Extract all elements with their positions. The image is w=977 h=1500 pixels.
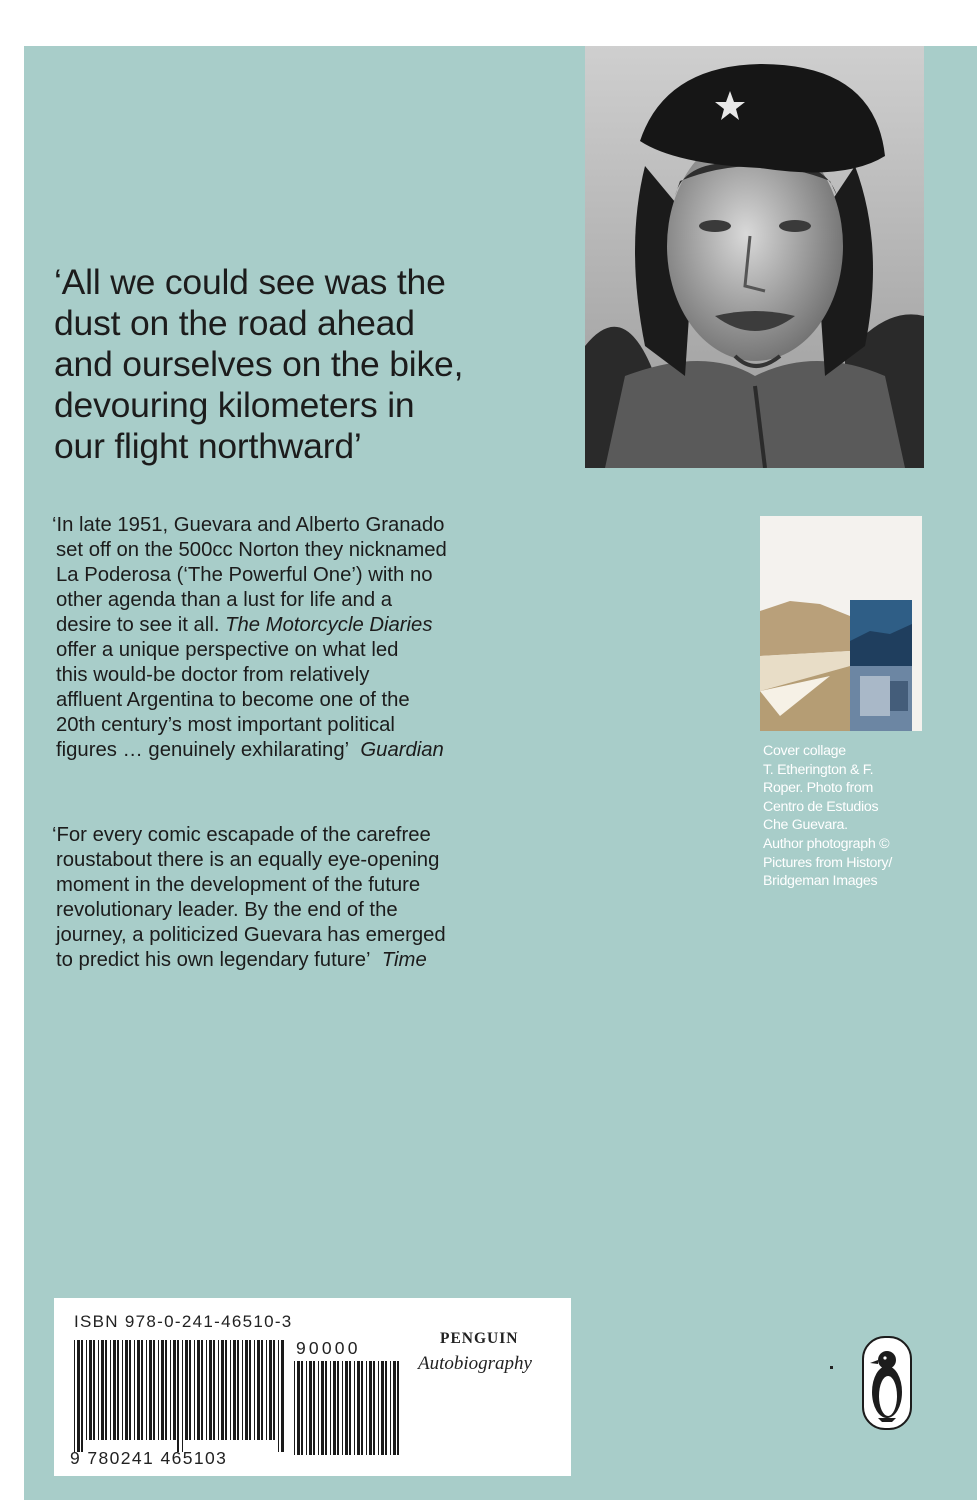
pull-quote-line: our flight northward’ [54, 426, 362, 466]
barcode-bar [201, 1340, 203, 1440]
author-photo [585, 46, 924, 468]
review-line-text: desire to see it all. [56, 614, 226, 636]
barcode-bar [278, 1340, 279, 1452]
credit-line: Bridgeman Images [763, 873, 878, 890]
barcode-bar [242, 1340, 243, 1440]
barcode-bar [321, 1361, 324, 1455]
barcode-bar [230, 1340, 231, 1440]
barcode-bar [269, 1340, 272, 1440]
barcode-bar [153, 1340, 155, 1440]
barcode-bar [77, 1340, 80, 1452]
barcode-bar [146, 1340, 147, 1440]
barcode-bar [361, 1361, 363, 1455]
barcode-bar [261, 1340, 263, 1440]
barcode-bar [381, 1361, 384, 1455]
barcode-digits: 9 780241 465103 [70, 1448, 228, 1468]
barcode-bar [89, 1340, 92, 1440]
barcode-bar [249, 1340, 251, 1440]
barcode-bar [257, 1340, 260, 1440]
barcode-bar [306, 1361, 307, 1455]
barcode-bar [281, 1340, 284, 1452]
barcode-bar [301, 1361, 303, 1455]
barcode-bar [378, 1361, 379, 1455]
review-line: other agenda than a lust for life and a [56, 589, 393, 611]
review-line: journey, a politicized Guevara has emerged [56, 924, 446, 946]
barcode-bar [318, 1361, 319, 1455]
review-source: Time [381, 949, 427, 971]
review-line: this would-be doctor from relatively [56, 664, 370, 686]
barcode-bar [189, 1340, 191, 1440]
pull-quote-line: dust on the road ahead [54, 303, 415, 343]
review-source: Guardian [360, 739, 444, 761]
review-line [52, 613, 592, 638]
barcode-bar [161, 1340, 164, 1440]
barcode-bar [357, 1361, 360, 1455]
review-line: offer a unique perspective on what led [56, 639, 399, 661]
barcode-bar [209, 1340, 212, 1440]
pull-quote-line: and ourselves on the bike, [54, 344, 464, 384]
barcode-bar [221, 1340, 224, 1440]
barcode-bar [158, 1340, 159, 1440]
barcode-bar [81, 1340, 83, 1452]
review-line: roustabout there is an equally eye-opening [56, 849, 440, 871]
pull-quote-line: ‘All we could see was the [54, 262, 446, 302]
price-code: 90000 [296, 1338, 361, 1358]
isbn-text: ISBN 978-0-241-46510-3 [74, 1312, 293, 1331]
addon-barcode-icon [294, 1361, 402, 1467]
barcode-bar [101, 1340, 104, 1440]
barcode-bar [149, 1340, 152, 1440]
credit-line: T. Etherington & F. [763, 761, 874, 778]
review-line [52, 738, 592, 763]
cover-collage-thumbnail [760, 516, 922, 731]
review-line: revolutionary leader. By the end of the [56, 899, 398, 921]
review-line: ‘In late 1951, Guevara and Alberto Granado [52, 514, 445, 536]
barcode-bar [117, 1340, 119, 1440]
barcode-bar [342, 1361, 343, 1455]
small-dot [830, 1366, 833, 1369]
barcode-bar [397, 1361, 399, 1455]
barcode-bar [309, 1361, 312, 1455]
credit-line: Author photograph © [763, 835, 890, 852]
barcode-bar [98, 1340, 99, 1440]
barcode-bar [170, 1340, 171, 1440]
barcode-bar [125, 1340, 128, 1440]
barcode-bar [393, 1361, 396, 1455]
review-line: affluent Argentina to become one of the [56, 689, 410, 711]
review-line [52, 948, 592, 973]
barcode-bar [105, 1340, 107, 1440]
barcode-bar [218, 1340, 219, 1440]
credit-line: Che Guevara. [763, 817, 848, 834]
barcode-bar [337, 1361, 339, 1455]
barcode-bar [233, 1340, 236, 1440]
barcode-bar [137, 1340, 140, 1440]
barcode-bar [345, 1361, 348, 1455]
barcode-bar [165, 1340, 167, 1440]
review-line-text: to predict his own legendary future’ [56, 949, 371, 971]
pull-quote-line: devouring kilometers in [54, 385, 415, 425]
barcode-bar [134, 1340, 135, 1440]
barcode-bar [254, 1340, 255, 1440]
barcode-bar [385, 1361, 387, 1455]
barcode-bar [122, 1340, 123, 1440]
review-line: 20th century’s most important political [56, 714, 395, 736]
penguin-logo-icon [862, 1336, 912, 1430]
credit-line: Pictures from History/ [763, 854, 892, 871]
publisher-name: PENGUIN [440, 1330, 519, 1347]
barcode-bar [273, 1340, 275, 1440]
barcode-bar [173, 1340, 176, 1440]
barcode-bar [366, 1361, 367, 1455]
barcode-bar [74, 1340, 75, 1452]
barcode-bar [86, 1340, 87, 1440]
barcode-bar [297, 1361, 300, 1455]
barcode-bar [349, 1361, 351, 1455]
review-guardian [52, 513, 592, 763]
barcode-bar [294, 1361, 295, 1455]
barcode-bar [237, 1340, 239, 1440]
barcode-bar [113, 1340, 116, 1440]
review-line: set off on the 500cc Norton they nicknamed [56, 539, 447, 561]
barcode-bar [185, 1340, 188, 1440]
barcode-bar [313, 1361, 315, 1455]
barcode-bar [93, 1340, 95, 1440]
barcode-bar [333, 1361, 336, 1455]
barcode-bar [325, 1361, 327, 1455]
barcode-bar [194, 1340, 195, 1440]
barcode-bar [110, 1340, 111, 1440]
barcode-bar [177, 1340, 179, 1452]
barcode-bar [182, 1340, 183, 1452]
barcode-bar [373, 1361, 375, 1455]
barcode-bar [330, 1361, 331, 1455]
credit-line: Roper. Photo from [763, 780, 874, 797]
review-time [52, 823, 592, 973]
barcode-bar [390, 1361, 391, 1455]
cover-credit [763, 742, 923, 891]
review-line: La Poderosa (‘The Powerful One’) with no [56, 564, 433, 586]
book-title: The Motorcycle Diaries [225, 614, 433, 636]
barcode-bar [354, 1361, 355, 1455]
barcode-bar [141, 1340, 143, 1440]
barcode-bar [369, 1361, 372, 1455]
barcode-bar [197, 1340, 200, 1440]
credit-line: Cover collage [763, 743, 846, 759]
barcode-bar [225, 1340, 227, 1440]
series-name: Autobiography [418, 1353, 532, 1374]
review-line-text: figures … genuinely exhilarating’ [56, 739, 350, 761]
review-line: ‘For every comic escapade of the carefree [52, 824, 431, 846]
barcode-bar [213, 1340, 215, 1440]
review-line: moment in the development of the future [56, 874, 421, 896]
barcode-bar [129, 1340, 131, 1440]
credit-line: Centro de Estudios [763, 798, 879, 815]
barcode-bar [266, 1340, 267, 1440]
pull-quote [54, 262, 574, 467]
barcode-bar [245, 1340, 248, 1440]
barcode-bar [206, 1340, 207, 1440]
barcode-icon [74, 1340, 286, 1452]
